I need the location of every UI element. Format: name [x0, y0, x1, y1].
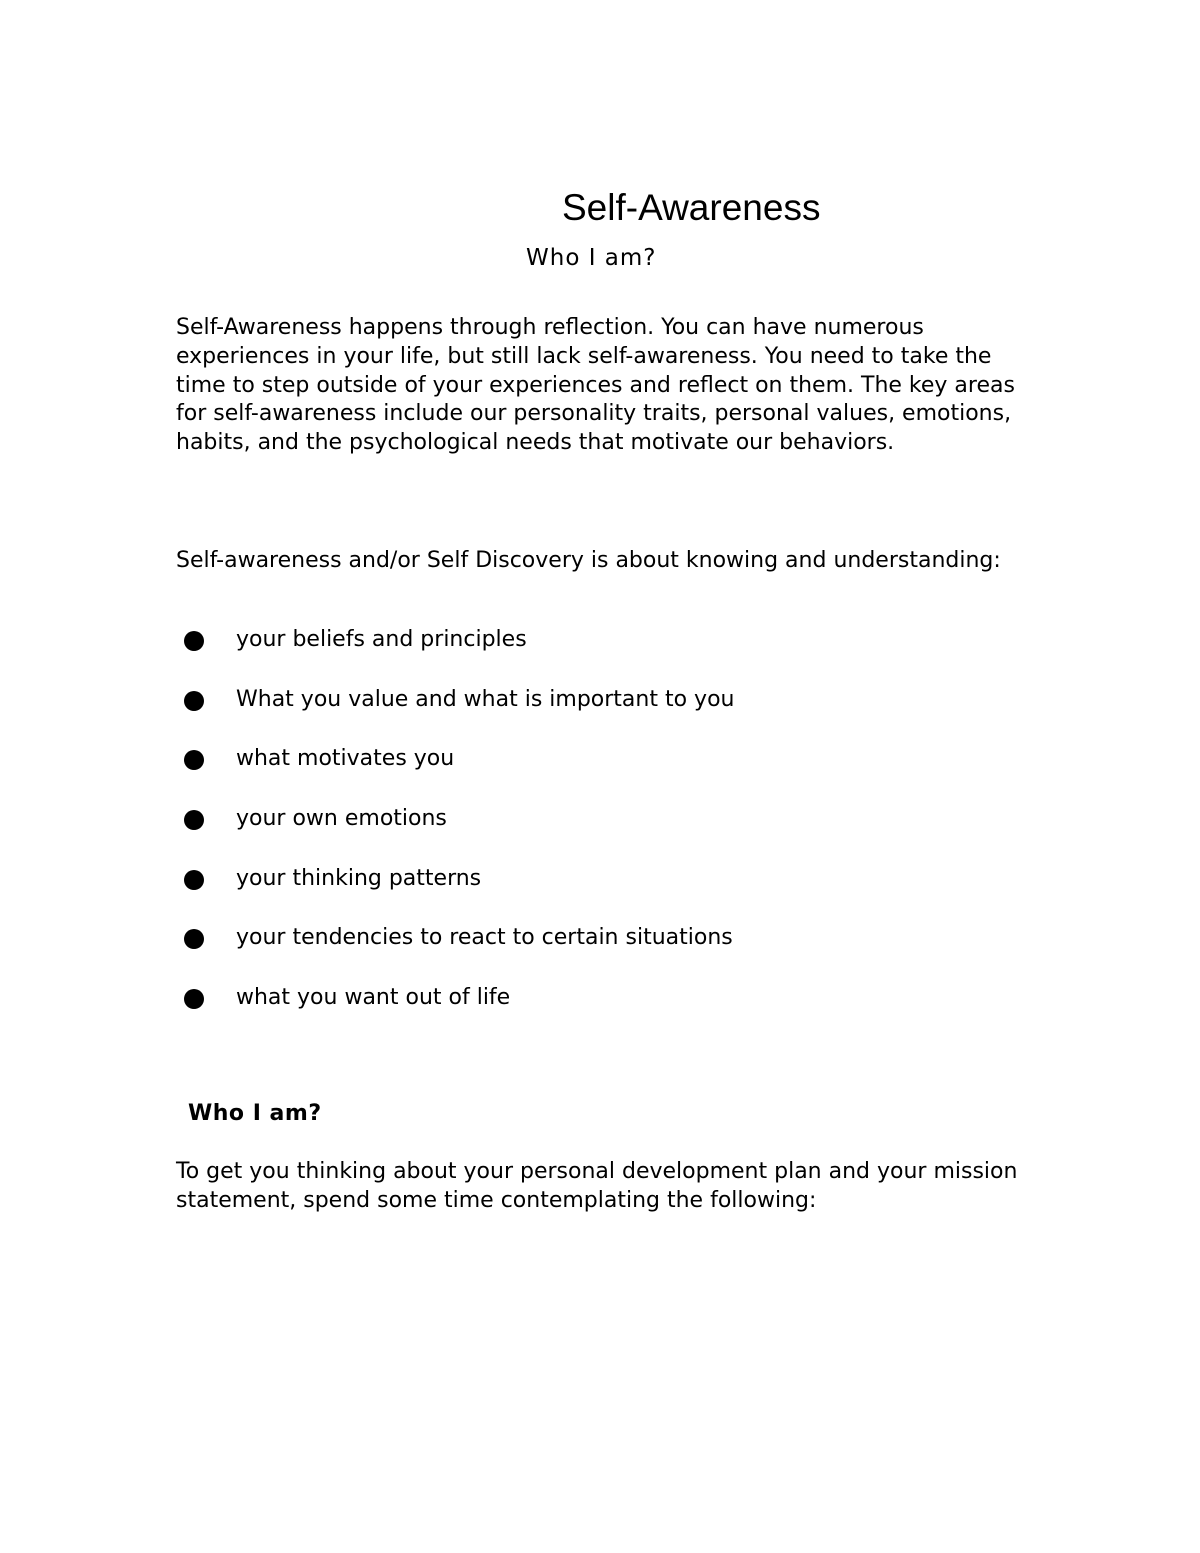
page-title: Self-Awareness	[562, 187, 821, 228]
list-item-text: your thinking patterns	[236, 865, 482, 891]
page-subtitle: Who I am?	[526, 245, 657, 271]
closing-paragraph: To get you thinking about your personal development plan and your mission statement, spend some time contemplating the following:	[176, 1159, 1018, 1213]
bullet-dot-icon	[184, 750, 204, 770]
section-heading: Who I am?	[188, 1101, 322, 1126]
bullet-dot-icon	[184, 870, 204, 890]
bullet-dot-icon	[184, 989, 204, 1009]
list-item-text: What you value and what is important to you	[236, 686, 735, 712]
list-item-text: your tendencies to react to certain situations	[236, 925, 733, 951]
bullet-dot-icon	[184, 691, 204, 711]
bullet-dot-icon	[184, 631, 204, 651]
list-item-text: what motivates you	[236, 746, 455, 772]
lead-paragraph: Self-awareness and/or Self Discovery is about knowing and understanding:	[176, 548, 1001, 573]
list-item-text: your beliefs and principles	[236, 627, 527, 652]
list-item-text: your own emotions	[236, 806, 447, 832]
bullet-dot-icon	[184, 810, 204, 830]
list-item-text: what you want out of life	[236, 985, 511, 1011]
bullet-dot-icon	[184, 929, 204, 949]
intro-paragraph: Self-Awareness happens through reflection. You can have numerous experiences in your life, but still lack self-awareness. You need to take the time to step outside of your experiences and reflect on them. The key areas for self-awareness include our personality traits, personal values, emotions, habits, and the psychological needs that motivate our behaviors.	[176, 315, 1015, 456]
